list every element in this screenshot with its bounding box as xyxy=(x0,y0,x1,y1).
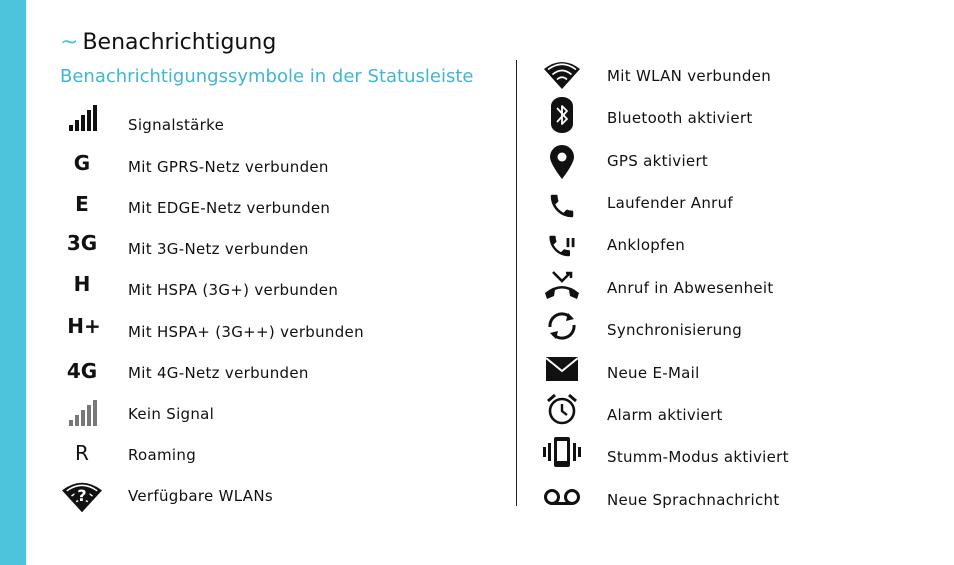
alarm-icon xyxy=(542,392,582,426)
wifi-available-icon xyxy=(62,480,102,514)
list-item xyxy=(542,98,582,132)
sync-icon xyxy=(542,309,582,343)
list-item xyxy=(62,396,102,430)
list-item xyxy=(542,229,582,263)
list-item-label: Stumm-Modus aktiviert xyxy=(607,448,789,466)
list-item-label: Roaming xyxy=(128,446,197,464)
hspa-plus-icon: H+ xyxy=(67,314,101,338)
signal-strength-icon xyxy=(62,101,102,135)
edge-icon: E xyxy=(75,192,89,216)
page-title xyxy=(60,30,276,55)
list-item-label: Mit EDGE-Netz verbunden xyxy=(128,199,331,217)
3g-icon: 3G xyxy=(66,231,98,255)
email-icon xyxy=(542,352,582,386)
no-signal-icon xyxy=(62,396,102,430)
svg-text:?: ? xyxy=(77,485,87,505)
list-item-label: Mit GPRS-Netz verbunden xyxy=(128,158,329,176)
list-item-label: Laufender Anruf xyxy=(607,194,733,212)
list-item-label: Verfügbare WLANs xyxy=(128,487,273,505)
list-item-label: GPS aktiviert xyxy=(607,152,709,170)
list-item xyxy=(542,392,582,426)
phone-call-icon xyxy=(542,189,582,223)
gprs-icon: G xyxy=(73,151,91,175)
list-item xyxy=(62,436,102,470)
list-item xyxy=(542,58,582,92)
list-item-label: Neue Sprachnachricht xyxy=(607,491,780,509)
bluetooth-icon xyxy=(542,98,582,132)
list-item-label: Signalstärke xyxy=(128,116,225,134)
title-prefix: ~ xyxy=(60,30,79,55)
list-item-label: Bluetooth aktiviert xyxy=(607,109,753,127)
list-item xyxy=(542,480,582,514)
list-item-label: Kein Signal xyxy=(128,405,215,423)
wifi-icon xyxy=(542,58,582,92)
list-item xyxy=(62,187,102,221)
hspa-icon: H xyxy=(73,272,91,296)
page-subtitle: Benachrichtigungssymbole in der Statusleiste xyxy=(60,66,474,87)
list-item-label: Mit HSPA (3G+) verbunden xyxy=(128,281,339,299)
list-item xyxy=(62,146,102,180)
list-item xyxy=(62,267,102,301)
list-item xyxy=(542,435,582,469)
voicemail-icon xyxy=(542,480,582,514)
list-item-label: Anklopfen xyxy=(607,236,686,254)
vibrate-icon xyxy=(542,435,582,469)
list-item-label: Neue E-Mail xyxy=(607,364,700,382)
title-text: Benachrichtigung xyxy=(82,30,277,55)
list-item xyxy=(62,354,102,388)
list-item xyxy=(62,101,102,135)
list-item xyxy=(64,309,104,343)
roaming-icon: R xyxy=(75,441,89,465)
list-item-label: Alarm aktiviert xyxy=(607,406,723,424)
accent-sidebar xyxy=(0,0,26,565)
list-item xyxy=(542,189,582,223)
list-item-label: Mit WLAN verbunden xyxy=(607,67,772,85)
4g-icon: 4G xyxy=(66,359,98,383)
list-item xyxy=(542,309,582,343)
list-item-label: Mit 4G-Netz verbunden xyxy=(128,364,309,382)
call-waiting-icon xyxy=(542,229,582,263)
missed-call-icon xyxy=(542,268,582,302)
list-item-label: Synchronisierung xyxy=(607,321,743,339)
list-item xyxy=(542,352,582,386)
list-item-label: Anruf in Abwesenheit xyxy=(607,279,774,297)
column-divider xyxy=(516,60,517,506)
list-item xyxy=(62,480,102,514)
gps-icon xyxy=(542,145,582,179)
list-item xyxy=(542,268,582,302)
list-item xyxy=(542,145,582,179)
list-item xyxy=(62,226,102,260)
list-item-label: Mit HSPA+ (3G++) verbunden xyxy=(128,323,364,341)
list-item-label: Mit 3G-Netz verbunden xyxy=(128,240,309,258)
